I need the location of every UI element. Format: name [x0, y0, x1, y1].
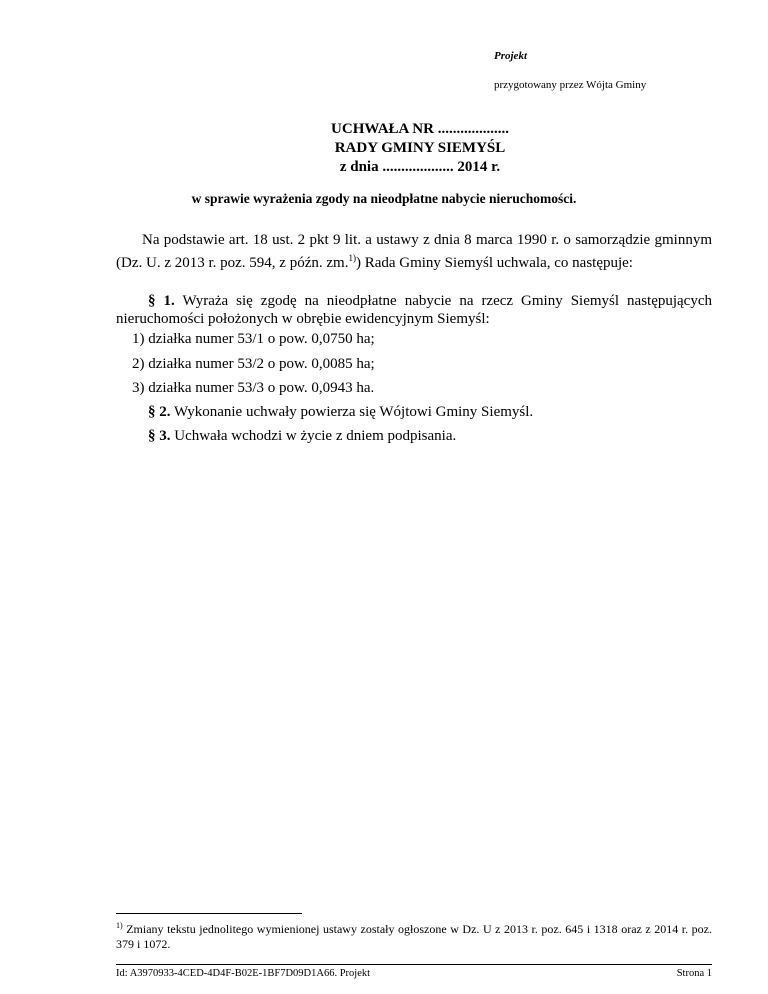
legal-basis-text-end: ) Rada Gminy Siemyśl uchwala, co następuje: — [355, 255, 633, 271]
section-2 — [148, 404, 533, 421]
prepared-by-note: przygotowany przez Wójta Gminy — [494, 79, 647, 91]
section-3 — [148, 428, 456, 445]
page-number: Strona 1 — [676, 968, 712, 979]
footer-separator — [116, 964, 712, 965]
title-line-1: UCHWAŁA NR ................... — [331, 121, 509, 137]
title-line-3: z dnia ................... 2014 r. — [339, 159, 501, 175]
resolution-title — [0, 120, 768, 177]
section-2-label: § 2. — [148, 404, 171, 420]
legal-basis-paragraph — [116, 231, 712, 272]
title-line-2: RADY GMINY SIEMYŚL — [334, 140, 506, 156]
section-1-text: Wyraża się zgodę na nieodpłatne nabycie na rzecz Gminy Siemyśl następujących nieruchomości położonych w obrębie ewidencyjnym Siemyśl: — [116, 293, 712, 327]
parcel-item-1: 1) działka numer 53/1 o pow. 0,0750 ha; — [132, 331, 375, 347]
footnote-separator — [116, 913, 302, 914]
parcel-item-2: 2) działka numer 53/2 o pow. 0,0085 ha; — [132, 356, 375, 372]
section-3-text: Uchwała wchodzi w życie z dniem podpisania. — [170, 428, 457, 444]
section-2-text: Wykonanie uchwały powierza się Wójtowi Gminy Siemyśl. — [170, 404, 534, 420]
legal-basis-text: Na podstawie art. 18 ust. 2 pkt 9 lit. a ustawy z dnia 8 marca 1990 r. o samorządzie gminnym (Dz. U. z 2013 r. poz. 594, z późn. zm. — [116, 232, 712, 271]
section-1 — [116, 292, 712, 328]
footnote — [116, 918, 712, 952]
footnote-text: Zmiany tekstu jednolitego wymienionej ustawy zostały ogłoszone w Dz. U z 2013 r. poz. 645 i 1318 oraz z 2014 r. poz. 379 i 1072. — [116, 922, 712, 951]
footnote-reference[interactable]: 1) — [348, 253, 356, 263]
section-1-label: § 1. — [148, 293, 175, 309]
resolution-subject: w sprawie wyrażenia zgody na nieodpłatne nabycie nieruchomości. — [191, 191, 577, 206]
parcel-item-3: 3) działka numer 53/3 o pow. 0,0943 ha. — [132, 380, 375, 396]
footnote-mark: 1) — [116, 921, 123, 930]
document-id: Id: A3970933-4CED-4D4F-B02E-1BF7D09D1A66. Projekt — [116, 968, 371, 979]
section-3-label: § 3. — [148, 428, 171, 444]
projekt-label: Projekt — [494, 50, 527, 62]
